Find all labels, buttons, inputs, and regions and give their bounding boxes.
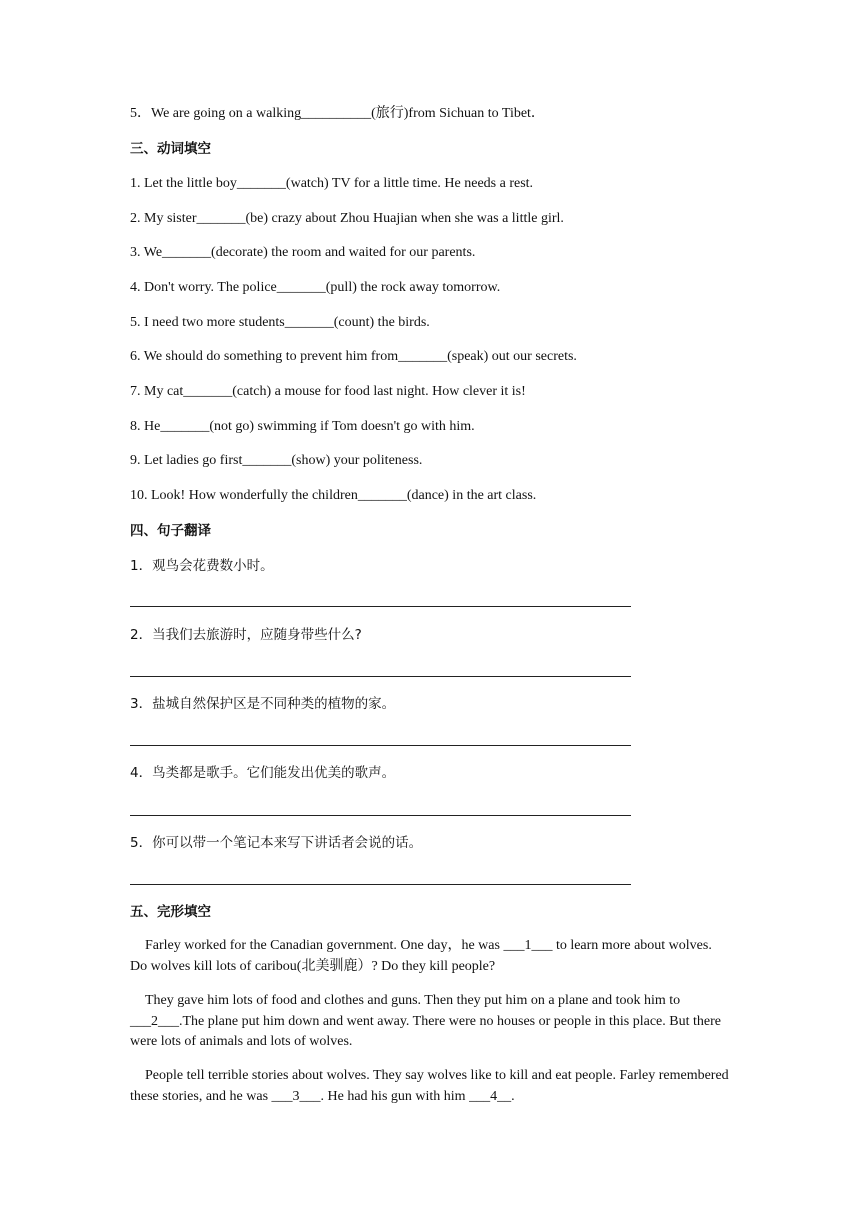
- answer-line[interactable]: [130, 815, 631, 816]
- verb-item-4: 4. Don't worry. The police_______(pull) the rock away tomorrow.: [130, 280, 501, 295]
- verb-item-5: 5. I need two more students_______(count) the birds.: [130, 315, 430, 330]
- section-3-title: 三、动词填空: [130, 141, 211, 157]
- answer-line[interactable]: [130, 676, 631, 677]
- section-4-title: 四、句子翻译: [130, 523, 211, 539]
- verb-item-10: 10. Look! How wonderfully the children_______(dance) in the art class.: [130, 488, 537, 503]
- answer-line[interactable]: [130, 884, 631, 885]
- verb-item-1: 1. Let the little boy_______(watch) TV for a little time. He needs a rest.: [130, 176, 534, 191]
- verb-item-3: 3. We_______(decorate) the room and waited for our parents.: [130, 245, 476, 260]
- verb-item-8: 8. He_______(not go) swimming if Tom doesn't go with him.: [130, 419, 475, 434]
- translation-item-1: 1．观鸟会花费数小时。: [130, 558, 274, 574]
- answer-line[interactable]: [130, 606, 631, 607]
- answer-line[interactable]: [130, 745, 631, 746]
- translation-item-3: 3．盐城自然保护区是不同种类的植物的家。: [130, 696, 396, 712]
- cloze-paragraph-2: They gave him lots of food and clothes and guns. Then they put him on a plane and took him to ___2___.The plane put him down and went away. There were no houses or people in this place. But there were lots of animals and lots of wolves.: [130, 993, 721, 1049]
- verb-item-9: 9. Let ladies go first_______(show) your politeness.: [130, 453, 423, 468]
- translation-item-5: 5．你可以带一个笔记本来写下讲话者会说的话。: [130, 835, 423, 851]
- section-5-title: 五、完形填空: [130, 904, 211, 920]
- verb-item-6: 6. We should do something to prevent him from_______(speak) out our secrets.: [130, 349, 577, 364]
- cloze-paragraph-1: Farley worked for the Canadian government. One day，he was ___1___ to learn more about wolves. Do wolves kill lots of caribou(北美驯鹿）? Do they kill people?: [130, 938, 712, 974]
- cloze-paragraph-3: People tell terrible stories about wolves. They say wolves like to kill and eat people. Farley remembered these stories, and he was ___3___. He had his gun with him ___4__.: [130, 1068, 729, 1104]
- translation-item-4: 4．鸟类都是歌手。它们能发出优美的歌声。: [130, 765, 396, 781]
- translation-item-2: 2．当我们去旅游时，应随身带些什么?: [130, 627, 362, 643]
- verb-item-2: 2. My sister_______(be) crazy about Zhou Huajian when she was a little girl.: [130, 211, 564, 226]
- vocab-item-5: 5．We are going on a walking__________(旅行)from Sichuan to Tibet．: [130, 106, 545, 121]
- verb-item-7: 7. My cat_______(catch) a mouse for food last night. How clever it is!: [130, 384, 526, 399]
